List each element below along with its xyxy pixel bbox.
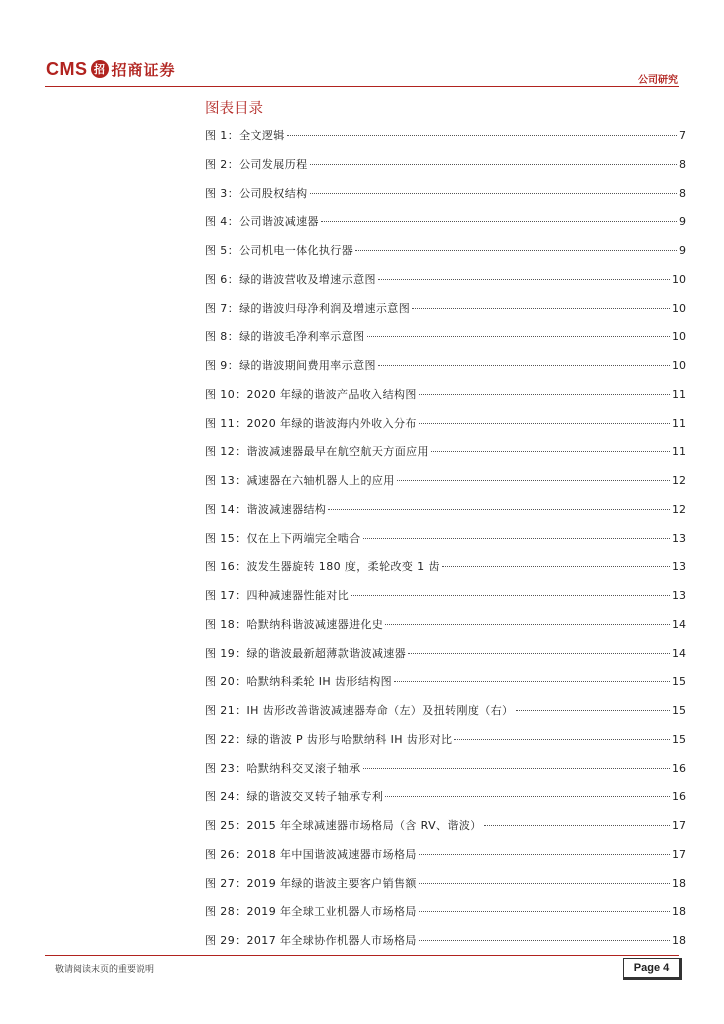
toc-entry-label: 图 14：谐波减速器结构 [205, 502, 327, 516]
toc-dot-leader [385, 796, 670, 797]
toc-entry-label: 图 19：绿的谐波最新超薄款谐波减速器 [205, 646, 407, 660]
toc-dot-leader [363, 538, 671, 539]
toc-dot-leader [351, 595, 670, 596]
toc-entry-label: 图 13：减速器在六轴机器人上的应用 [205, 474, 395, 487]
toc-entry-page: 18 [672, 934, 686, 947]
toc-entry[interactable] [205, 788, 686, 817]
toc-entry[interactable] [205, 213, 686, 242]
toc-entry-label: 图 27：2019 年绿的谐波主要客户销售额 [205, 876, 417, 890]
toc-entry-page: 10 [672, 272, 686, 286]
toc-entry-label: 图 26：2018 年中国谐波减速器市场格局 [205, 847, 417, 861]
toc-entry-label: 图 8：绿的谐波毛净利率示意图 [205, 330, 365, 344]
logo-chinese-text: 招商证券 [111, 60, 176, 79]
footer-disclaimer: 敬请阅读末页的重要说明 [55, 965, 155, 975]
toc-entry-label: 图 5：公司机电一体化执行器 [205, 244, 354, 257]
toc-entry[interactable] [205, 443, 686, 472]
toc-entry[interactable] [205, 731, 686, 760]
toc-entry-page: 11 [672, 416, 686, 430]
toc-entry-page: 10 [672, 330, 686, 344]
toc-entry-page: 14 [672, 617, 686, 631]
toc-dot-leader [321, 221, 677, 222]
toc-entry-page: 10 [672, 359, 686, 372]
toc-entry-page: 8 [679, 157, 686, 171]
toc-dot-leader [378, 365, 670, 366]
toc-entry-page: 17 [672, 819, 686, 832]
toc-entry-label: 图 29：2017 年全球协作机器人市场格局 [205, 934, 417, 947]
toc-dot-leader [419, 394, 670, 395]
toc-entry-label: 图 20：哈默纳科柔轮 IH 齿形结构图 [205, 675, 393, 689]
toc-dot-leader [412, 308, 670, 309]
toc-entry[interactable] [205, 127, 686, 156]
toc-entry-label: 图 21：IH 齿形改善谐波减速器寿命（左）及扭转刚度（右） [205, 704, 514, 717]
toc-entry-page: 16 [672, 761, 686, 775]
toc-entry-label: 图 18：哈默纳科谐波减速器进化史 [205, 617, 384, 631]
toc-entry-page: 13 [672, 560, 686, 574]
toc-entry[interactable] [205, 328, 686, 357]
toc-entry[interactable] [205, 300, 686, 329]
toc-entry-page: 10 [672, 301, 686, 315]
header-divider [45, 86, 679, 87]
toc-dot-leader [442, 566, 670, 567]
toc-entry[interactable] [205, 616, 686, 645]
toc-dot-leader [454, 739, 670, 740]
toc-entry-label: 图 17：四种减速器性能对比 [205, 589, 350, 602]
toc-dot-leader [408, 653, 670, 654]
toc-dot-leader [419, 940, 670, 941]
toc-entry[interactable] [205, 817, 686, 846]
section-label: 公司研究 [638, 75, 678, 86]
toc-entry-label: 图 15：仅在上下两端完全啮合 [205, 531, 361, 545]
toc-dot-leader [397, 480, 670, 481]
toc-entry-page: 8 [679, 186, 686, 200]
toc-entry[interactable] [205, 415, 686, 444]
toc-dot-leader [378, 279, 670, 280]
toc-dot-leader [419, 883, 670, 884]
toc-entry-page: 13 [672, 589, 686, 602]
toc-entry-page: 12 [672, 502, 686, 516]
toc-dot-leader [310, 164, 678, 165]
toc-entry[interactable] [205, 472, 686, 501]
toc-dot-leader [394, 681, 670, 682]
toc-entry-page: 11 [672, 445, 686, 459]
toc-entry-label: 图 7：绿的谐波归母净利润及增速示意图 [205, 301, 411, 315]
toc-entry-page: 18 [672, 905, 686, 919]
toc-entry-label: 图 4：公司谐波减速器 [205, 215, 319, 229]
toc-dot-leader [310, 193, 678, 194]
toc-entry-label: 图 12：谐波减速器最早在航空航天方面应用 [205, 445, 429, 459]
toc-entry[interactable] [205, 875, 686, 904]
toc-entry-label: 图 9：绿的谐波期间费用率示意图 [205, 359, 376, 372]
toc-dot-leader [431, 451, 670, 452]
toc-entry-page: 9 [679, 244, 686, 257]
toc-dot-leader [363, 768, 671, 769]
toc-entry[interactable] [205, 156, 686, 185]
toc-entry[interactable] [205, 673, 686, 702]
toc-entry-page: 11 [672, 387, 686, 401]
toc-entry-label: 图 23：哈默纳科交叉滚子轴承 [205, 761, 361, 775]
logo-cms-text: CMS [46, 58, 88, 79]
toc-entry[interactable] [205, 702, 686, 731]
toc-entry[interactable] [205, 185, 686, 214]
toc-entry-label: 图 22：绿的谐波 P 齿形与哈默纳科 IH 齿形对比 [205, 732, 453, 746]
page-number-box: Page 4 [623, 958, 682, 980]
toc-entry[interactable] [205, 530, 686, 559]
toc-entry[interactable] [205, 645, 686, 674]
toc-entry-page: 7 [679, 129, 686, 142]
toc-entry-page: 12 [672, 474, 686, 487]
toc-entry-label: 图 2：公司发展历程 [205, 157, 308, 171]
toc-dot-leader [287, 135, 677, 136]
toc-dot-leader [385, 624, 670, 625]
toc-entry[interactable] [205, 501, 686, 530]
company-logo [46, 58, 176, 80]
toc-entry-label: 图 10：2020 年绿的谐波产品收入结构图 [205, 387, 417, 401]
toc-entry-page: 15 [672, 704, 686, 717]
toc-dot-leader [516, 710, 670, 711]
toc-dot-leader [419, 911, 670, 912]
toc-entry[interactable] [205, 903, 686, 932]
toc-entry[interactable] [205, 386, 686, 415]
logo-seal-icon: 招 [91, 60, 109, 78]
toc-entry-label: 图 24：绿的谐波交叉转子轴承专利 [205, 790, 384, 804]
footer-divider [45, 955, 679, 956]
toc-dot-leader [328, 509, 670, 510]
toc-entry-label: 图 3：公司股权结构 [205, 186, 308, 200]
toc-dot-leader [355, 250, 677, 251]
toc-entry[interactable] [205, 932, 686, 961]
toc-entry-page: 16 [672, 790, 686, 804]
toc-dot-leader [419, 423, 670, 424]
toc-entry[interactable] [205, 357, 686, 386]
toc-list [205, 127, 686, 961]
toc-dot-leader [484, 825, 670, 826]
toc-entry[interactable] [205, 587, 686, 616]
toc-entry-label: 图 16：波发生器旋转 180 度，柔轮改变 1 齿 [205, 560, 440, 574]
toc-entry-page: 18 [672, 876, 686, 890]
toc-entry[interactable] [205, 271, 686, 300]
toc-entry-label: 图 1：全文逻辑 [205, 129, 285, 142]
toc-entry[interactable] [205, 760, 686, 789]
toc-entry-label: 图 25：2015 年全球减速器市场格局（含 RV、谐波） [205, 819, 482, 832]
toc-entry-page: 17 [672, 847, 686, 861]
toc-dot-leader [367, 336, 671, 337]
toc-entry-page: 15 [672, 732, 686, 746]
toc-entry-label: 图 11：2020 年绿的谐波海内外收入分布 [205, 416, 417, 430]
toc-entry-page: 13 [672, 531, 686, 545]
toc-entry-page: 14 [672, 646, 686, 660]
toc-entry-label: 图 6：绿的谐波营收及增速示意图 [205, 272, 376, 286]
toc-entry-label: 图 28：2019 年全球工业机器人市场格局 [205, 905, 417, 919]
toc-entry[interactable] [205, 558, 686, 587]
toc-entry[interactable] [205, 846, 686, 875]
toc-entry[interactable] [205, 242, 686, 271]
toc-entry-page: 15 [672, 675, 686, 689]
toc-title: 图表目录 [205, 101, 263, 117]
toc-entry-page: 9 [679, 215, 686, 229]
toc-dot-leader [419, 854, 670, 855]
